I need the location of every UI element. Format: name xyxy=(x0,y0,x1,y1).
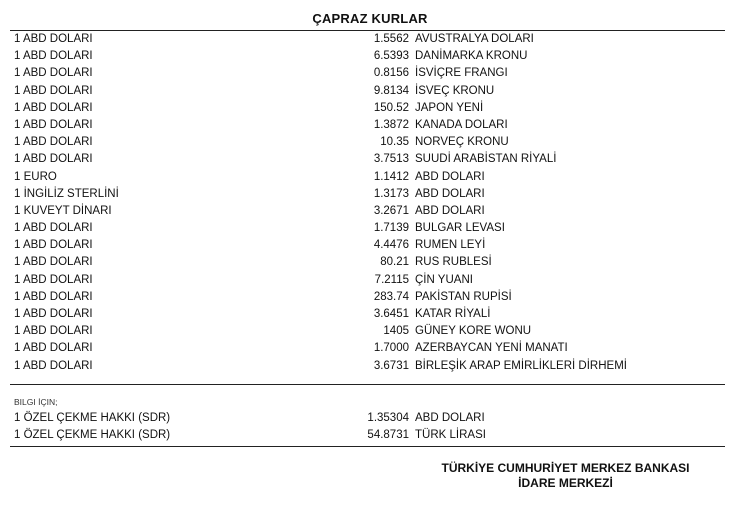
rate-value: 1.1412 xyxy=(373,170,409,183)
base-currency: 1 İNGİLİZ STERLİNİ xyxy=(14,187,119,200)
base-currency: 1 ABD DOLARI xyxy=(14,222,93,235)
table-row xyxy=(10,410,725,427)
base-currency: 1 ABD DOLARI xyxy=(14,33,93,45)
base-currency: 1 ABD DOLARI xyxy=(14,290,93,303)
table-row xyxy=(10,237,725,254)
rate-value: 3.6731 xyxy=(373,359,409,372)
target-currency: NORVEÇ KRONU xyxy=(415,136,509,149)
rate-value: 1.3173 xyxy=(373,187,409,200)
table-bottom-divider xyxy=(10,384,725,385)
rate-value: 3.2671 xyxy=(373,204,409,217)
target-currency: RUS RUBLESİ xyxy=(415,256,492,269)
rate-value: 3.6451 xyxy=(373,308,409,320)
target-currency: SUUDİ ARABİSTAN RİYALİ xyxy=(415,153,557,166)
footer-department: İDARE MERKEZİ xyxy=(518,476,613,490)
target-currency: BİRLEŞİK ARAP EMİRLİKLERİ DİRHEMİ xyxy=(415,359,627,372)
rate-value: 6.5393 xyxy=(373,50,409,63)
base-currency: 1 ABD DOLARI xyxy=(14,84,93,97)
base-currency: 1 ABD DOLARI xyxy=(14,136,93,149)
base-currency: 1 EURO xyxy=(14,170,57,183)
target-currency: KATAR RİYALİ xyxy=(415,308,491,320)
base-currency: 1 ABD DOLARI xyxy=(14,101,93,114)
rate-value: 10.35 xyxy=(380,136,409,149)
table-row xyxy=(10,100,725,117)
table-row xyxy=(10,272,725,289)
table-row xyxy=(10,340,725,357)
rate-value: 0.8156 xyxy=(373,67,409,80)
table-row xyxy=(10,83,725,100)
rate-value: 1.7000 xyxy=(373,342,409,355)
table-row xyxy=(10,220,725,237)
rate-value: 3.7513 xyxy=(373,153,409,166)
table-row xyxy=(10,48,725,65)
rate-value: 54.8731 xyxy=(367,429,409,442)
base-currency: 1 ÖZEL ÇEKME HAKKI (SDR) xyxy=(14,429,171,442)
table-row xyxy=(10,151,725,168)
rate-value: 1.35304 xyxy=(367,412,409,424)
table-row xyxy=(10,427,725,444)
target-currency: RUMEN LEYİ xyxy=(415,239,486,252)
sdr-table xyxy=(10,410,725,444)
table-row xyxy=(10,186,725,203)
rate-value: 80.21 xyxy=(380,256,409,269)
target-currency: JAPON YENİ xyxy=(415,101,484,114)
table-row xyxy=(10,306,725,323)
table-row xyxy=(10,323,725,340)
target-currency: PAKİSTAN RUPİSİ xyxy=(415,290,512,303)
rate-value: 1.5562 xyxy=(373,33,409,45)
target-currency: AVUSTRALYA DOLARI xyxy=(415,33,534,45)
target-currency: ABD DOLARI xyxy=(415,187,485,200)
base-currency: 1 ABD DOLARI xyxy=(14,50,93,63)
table-row xyxy=(10,358,725,375)
rate-value: 1405 xyxy=(383,325,409,338)
target-currency: TÜRK LİRASI xyxy=(415,429,486,442)
target-currency: GÜNEY KORE WONU xyxy=(415,325,532,338)
rate-value: 4.4476 xyxy=(373,239,409,252)
rate-value: 150.52 xyxy=(373,101,409,114)
table-row xyxy=(10,65,725,82)
rate-value: 1.3872 xyxy=(373,118,409,131)
base-currency: 1 ABD DOLARI xyxy=(14,67,93,80)
target-currency: ABD DOLARI xyxy=(415,204,485,217)
target-currency: AZERBAYCAN YENİ MANATI xyxy=(415,342,568,355)
table-row xyxy=(10,289,725,306)
page-title: ÇAPRAZ KURLAR xyxy=(312,11,428,26)
rate-value: 1.7139 xyxy=(373,222,409,235)
table-row xyxy=(10,134,725,151)
base-currency: 1 ABD DOLARI xyxy=(14,273,93,286)
target-currency: İSVİÇRE FRANGI xyxy=(415,67,508,80)
base-currency: 1 ABD DOLARI xyxy=(14,153,93,166)
target-currency: KANADA DOLARI xyxy=(415,118,508,131)
rate-value: 9.8134 xyxy=(373,84,409,97)
base-currency: 1 ABD DOLARI xyxy=(14,308,93,320)
table-row xyxy=(10,254,725,271)
base-currency: 1 ABD DOLARI xyxy=(14,342,93,355)
base-currency: 1 ABD DOLARI xyxy=(14,359,93,372)
target-currency: ABD DOLARI xyxy=(415,412,485,424)
table-row xyxy=(10,169,725,186)
target-currency: ÇİN YUANI xyxy=(415,273,473,286)
base-currency: 1 ABD DOLARI xyxy=(14,325,93,338)
target-currency: İSVEÇ KRONU xyxy=(415,84,495,97)
footer-bank-name: TÜRKİYE CUMHURİYET MERKEZ BANKASI xyxy=(441,461,690,475)
rate-value: 283.74 xyxy=(373,290,409,303)
rate-value: 7.2115 xyxy=(374,273,409,286)
target-currency: DANİMARKA KRONU xyxy=(415,50,528,63)
base-currency: 1 ABD DOLARI xyxy=(14,256,93,269)
info-label: BILGI İÇIN; xyxy=(14,397,58,407)
base-currency: 1 KUVEYT DİNARI xyxy=(14,204,112,217)
base-currency: 1 ABD DOLARI xyxy=(14,118,93,131)
sdr-bottom-divider xyxy=(10,446,725,447)
target-currency: ABD DOLARI xyxy=(415,170,485,183)
cross-rates-table xyxy=(10,31,725,375)
base-currency: 1 ÖZEL ÇEKME HAKKI (SDR) xyxy=(14,412,171,424)
base-currency: 1 ABD DOLARI xyxy=(14,239,93,252)
table-row xyxy=(10,203,725,220)
table-row xyxy=(10,117,725,134)
target-currency: BULGAR LEVASI xyxy=(415,222,505,235)
table-row xyxy=(10,31,725,48)
